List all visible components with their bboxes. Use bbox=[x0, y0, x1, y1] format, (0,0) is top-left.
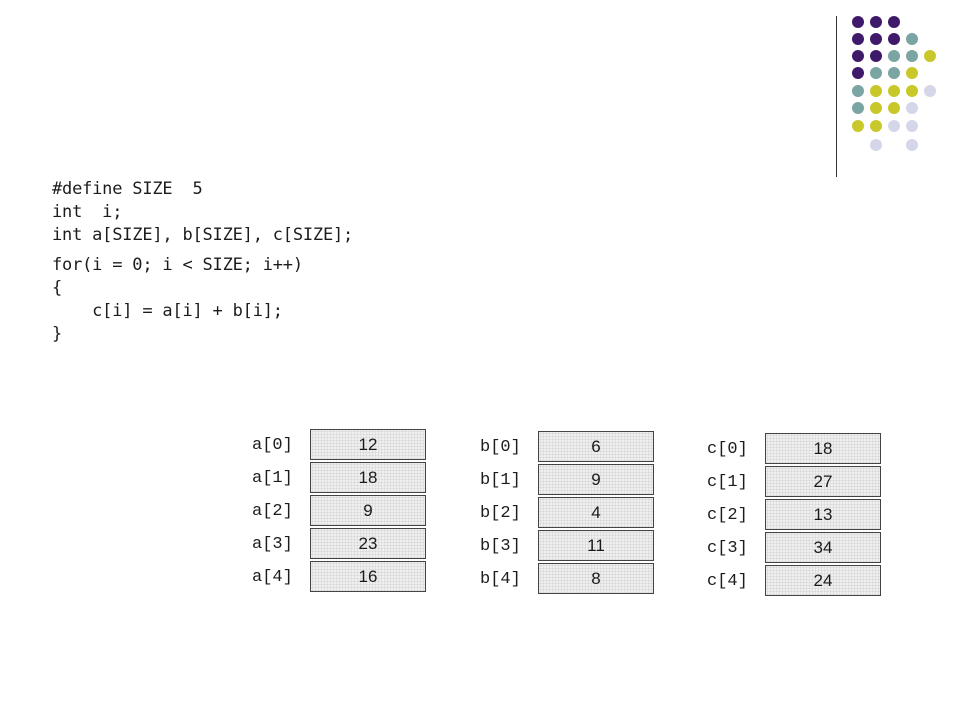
index-label: b[3] bbox=[480, 537, 521, 556]
code-line-array-decl: int a[SIZE], b[SIZE], c[SIZE]; bbox=[52, 225, 354, 245]
decorative-dot bbox=[852, 102, 864, 114]
decorative-dot bbox=[852, 85, 864, 97]
decorative-dot bbox=[852, 16, 864, 28]
decorative-dot bbox=[906, 120, 918, 132]
decorative-dot bbox=[906, 50, 918, 62]
decorative-dot bbox=[870, 120, 882, 132]
index-label: a[0] bbox=[252, 436, 293, 455]
index-label: a[4] bbox=[252, 568, 293, 587]
decorative-dot bbox=[888, 50, 900, 62]
decorative-dot bbox=[870, 67, 882, 79]
code-line-open-brace: { bbox=[52, 278, 63, 298]
decorative-dot bbox=[870, 139, 882, 151]
decorative-dot bbox=[888, 120, 900, 132]
decorative-dot bbox=[870, 16, 882, 28]
code-line-int-i: int i; bbox=[52, 202, 123, 222]
decorative-dot bbox=[852, 67, 864, 79]
index-label: c[3] bbox=[707, 539, 748, 558]
index-label: a[2] bbox=[252, 502, 293, 521]
decorative-dot bbox=[870, 50, 882, 62]
decorative-dot bbox=[924, 50, 936, 62]
index-label: a[3] bbox=[252, 535, 293, 554]
index-label: b[4] bbox=[480, 570, 521, 589]
array-cell: 8 bbox=[538, 563, 654, 594]
decorative-dot bbox=[906, 85, 918, 97]
array-cell: 18 bbox=[765, 433, 881, 464]
decorative-dot bbox=[870, 85, 882, 97]
code-line-define: #define SIZE 5 bbox=[52, 179, 203, 199]
array-cell: 27 bbox=[765, 466, 881, 497]
index-label: a[1] bbox=[252, 469, 293, 488]
decorative-dot bbox=[888, 33, 900, 45]
decorative-dot bbox=[852, 120, 864, 132]
array-cell: 18 bbox=[310, 462, 426, 493]
decorative-dot bbox=[888, 85, 900, 97]
array-cell: 6 bbox=[538, 431, 654, 462]
code-line-for: for(i = 0; i < SIZE; i++) bbox=[52, 255, 303, 275]
index-label: c[1] bbox=[707, 473, 748, 492]
decorative-dot bbox=[906, 33, 918, 45]
decorative-dot bbox=[906, 102, 918, 114]
decorative-dot-grid bbox=[840, 10, 960, 160]
decorative-dot bbox=[888, 16, 900, 28]
code-line-body: c[i] = a[i] + b[i]; bbox=[52, 301, 283, 321]
decorative-dot bbox=[888, 102, 900, 114]
array-cell: 23 bbox=[310, 528, 426, 559]
index-label: c[4] bbox=[707, 572, 748, 591]
array-cell: 9 bbox=[538, 464, 654, 495]
array-cell: 11 bbox=[538, 530, 654, 561]
array-cell: 13 bbox=[765, 499, 881, 530]
index-label: c[0] bbox=[707, 440, 748, 459]
decorative-dot bbox=[888, 67, 900, 79]
decorative-dot bbox=[906, 139, 918, 151]
array-cell: 12 bbox=[310, 429, 426, 460]
decorative-dot bbox=[924, 85, 936, 97]
index-label: b[0] bbox=[480, 438, 521, 457]
array-cell: 9 bbox=[310, 495, 426, 526]
decorative-dot bbox=[852, 50, 864, 62]
code-line-close-brace: } bbox=[52, 324, 63, 344]
array-cell: 24 bbox=[765, 565, 881, 596]
decorative-dot bbox=[870, 102, 882, 114]
index-label: c[2] bbox=[707, 506, 748, 525]
code-block bbox=[52, 178, 353, 346]
index-label: b[1] bbox=[480, 471, 521, 490]
array-cell: 4 bbox=[538, 497, 654, 528]
array-cell: 16 bbox=[310, 561, 426, 592]
array-cell: 34 bbox=[765, 532, 881, 563]
vertical-divider bbox=[836, 16, 837, 177]
decorative-dot bbox=[906, 67, 918, 79]
index-label: b[2] bbox=[480, 504, 521, 523]
decorative-dot bbox=[870, 33, 882, 45]
decorative-dot bbox=[852, 33, 864, 45]
